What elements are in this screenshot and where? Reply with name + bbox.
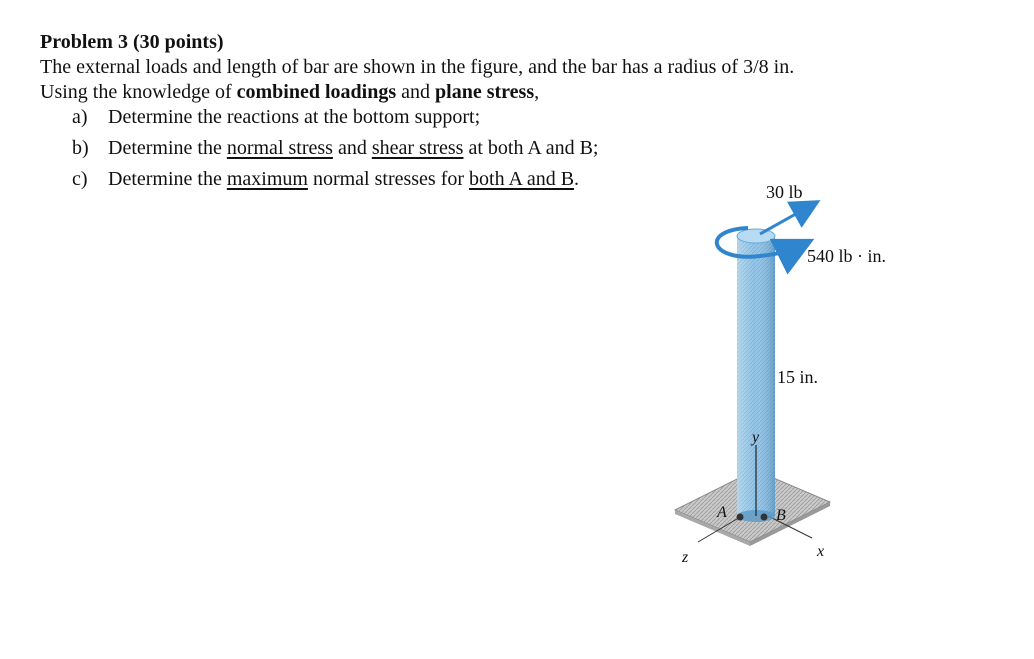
- item-marker: a): [72, 106, 88, 128]
- underlined-shear-stress: shear stress: [371, 137, 464, 159]
- underlined-maximum: maximum: [226, 168, 308, 190]
- underlined-normal-stress: normal stress: [226, 137, 333, 159]
- item-text: and: [332, 137, 372, 159]
- bar-figure: [660, 170, 920, 590]
- intro-text: ,: [534, 81, 540, 103]
- point-a-label: A: [717, 504, 727, 521]
- intro-line-2: [40, 80, 1000, 105]
- intro-text: Using the knowledge of: [40, 81, 237, 103]
- item-text: normal stresses for: [307, 168, 470, 190]
- problem-statement: [40, 30, 1000, 192]
- intro-line-1: The external loads and length of bar are shown in the figure, and the bar has a radius of 3/8 in.: [40, 56, 795, 78]
- task-item-a: [72, 105, 1000, 130]
- point-a-marker: [737, 514, 744, 521]
- length-label: 15 in.: [777, 367, 819, 387]
- point-b-label: B: [776, 507, 786, 524]
- intro-text: and: [396, 81, 436, 103]
- item-marker: b): [72, 137, 89, 159]
- z-axis-label: z: [682, 549, 689, 566]
- item-text: at both A and B;: [463, 137, 599, 159]
- bold-plane-stress: plane stress: [435, 81, 535, 103]
- item-marker: c): [72, 168, 88, 190]
- torque-label: 540 lb · in.: [807, 246, 886, 266]
- item-text: Determine the reactions at the bottom support;: [108, 106, 481, 128]
- y-axis-label: y: [752, 429, 760, 446]
- bold-combined-loadings: combined loadings: [236, 81, 397, 103]
- item-text: Determine the: [108, 168, 227, 190]
- x-axis-label: x: [817, 543, 825, 560]
- item-text: .: [574, 168, 580, 190]
- force-label: 30 lb: [766, 182, 803, 202]
- task-item-b: [72, 136, 1000, 161]
- bar-top: [737, 229, 775, 243]
- problem-title: Problem 3 (30 points): [40, 31, 224, 53]
- point-b-marker: [761, 514, 768, 521]
- force-arrow: [760, 206, 810, 234]
- underlined-both-a-and-b: both A and B: [469, 168, 575, 190]
- item-text: Determine the: [108, 137, 227, 159]
